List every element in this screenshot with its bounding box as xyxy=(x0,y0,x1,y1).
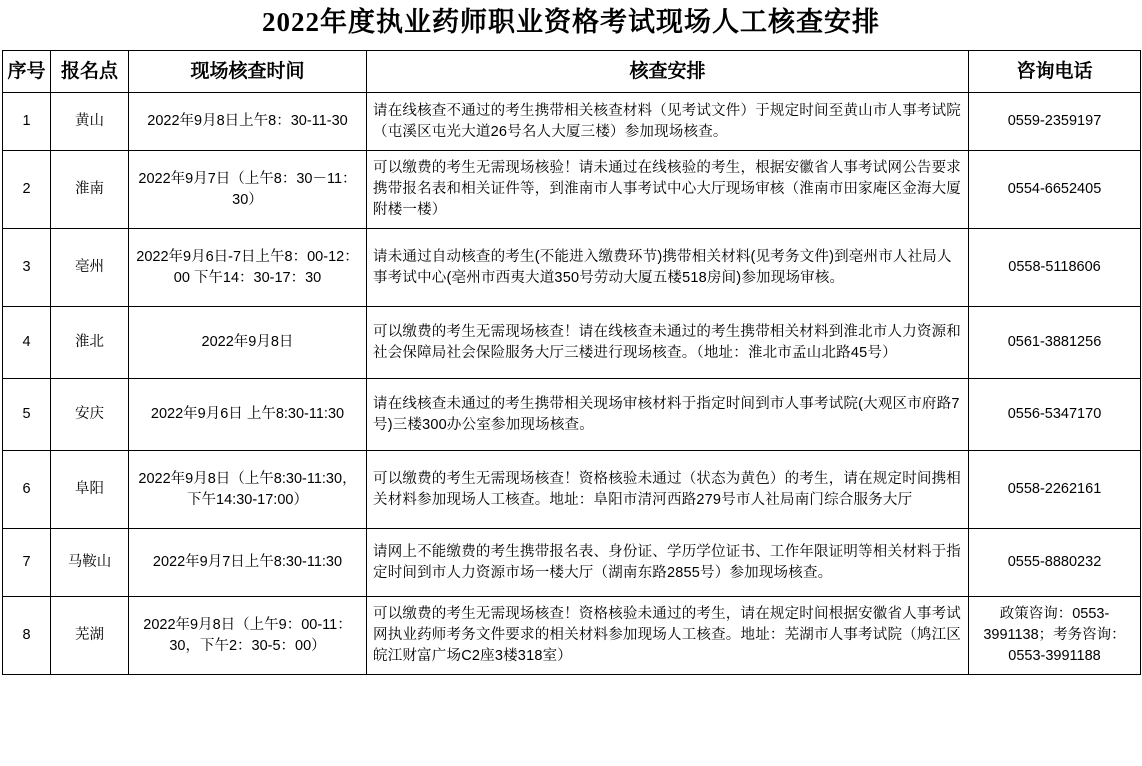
table-row xyxy=(3,151,1141,229)
cell-index: 8 xyxy=(3,597,51,675)
cell-site: 芜湖 xyxy=(51,597,129,675)
table-row xyxy=(3,307,1141,379)
cell-site: 黄山 xyxy=(51,93,129,151)
cell-arrangement: 请在线核查不通过的考生携带相关核查材料（见考试文件）于规定时间至黄山市人事考试院（屯溪区屯光大道26号名人大厦三楼）参加现场核查。 xyxy=(367,93,969,151)
table-row xyxy=(3,597,1141,675)
cell-tel: 0556-5347170 xyxy=(969,379,1141,451)
cell-time: 2022年9月8日上午8：30-11-30 xyxy=(129,93,367,151)
column-header-arrangement: 核查安排 xyxy=(367,50,969,93)
column-header-index: 序号 xyxy=(3,50,51,93)
cell-time: 2022年9月7日上午8:30-11:30 xyxy=(129,529,367,597)
cell-index: 2 xyxy=(3,151,51,229)
table-row xyxy=(3,529,1141,597)
cell-arrangement: 请在线核查未通过的考生携带相关现场审核材料于指定时间到市人事考试院(大观区市府路7号)三楼300办公室参加现场核查。 xyxy=(367,379,969,451)
column-header-time: 现场核查时间 xyxy=(129,50,367,93)
cell-site: 淮南 xyxy=(51,151,129,229)
cell-tel: 0558-5118606 xyxy=(969,229,1141,307)
cell-index: 5 xyxy=(3,379,51,451)
cell-time: 2022年9月6日-7日上午8：00-12：00 下午14：30-17：30 xyxy=(129,229,367,307)
column-header-site: 报名点 xyxy=(51,50,129,93)
cell-time: 2022年9月7日（上午8：30－11：30） xyxy=(129,151,367,229)
table-row xyxy=(3,229,1141,307)
column-header-tel: 咨询电话 xyxy=(969,50,1141,93)
table-header-row xyxy=(3,50,1141,93)
cell-site: 淮北 xyxy=(51,307,129,379)
table-row xyxy=(3,93,1141,151)
verification-schedule-table xyxy=(2,50,1141,676)
cell-time: 2022年9月8日（上午8:30-11:30，下午14:30-17:00） xyxy=(129,451,367,529)
cell-tel: 0558-2262161 xyxy=(969,451,1141,529)
cell-index: 1 xyxy=(3,93,51,151)
cell-arrangement: 可以缴费的考生无需现场核查！资格核验未通过的考生，请在规定时间根据安徽省人事考试网执业药师考务文件要求的相关材料参加现场人工核查。地址：芜湖市人事考试院（鸠江区皖江财富广场C2座3楼318室） xyxy=(367,597,969,675)
cell-arrangement: 可以缴费的考生无需现场核查！请在线核查未通过的考生携带相关材料到淮北市人力资源和社会保障局社会保险服务大厅三楼进行现场核查。（地址：淮北市孟山北路45号） xyxy=(367,307,969,379)
table-row xyxy=(3,379,1141,451)
cell-site: 亳州 xyxy=(51,229,129,307)
cell-arrangement: 可以缴费的考生无需现场核验！请未通过在线核验的考生，根据安徽省人事考试网公告要求携带报名表和相关证件等，到淮南市人事考试中心大厅现场审核（淮南市田家庵区金海大厦附楼一楼） xyxy=(367,151,969,229)
cell-arrangement: 可以缴费的考生无需现场核查！资格核验未通过（状态为黄色）的考生，请在规定时间携相关材料参加现场人工核查。地址：阜阳市清河西路279号市人社局南门综合服务大厅 xyxy=(367,451,969,529)
cell-tel: 0561-3881256 xyxy=(969,307,1141,379)
cell-site: 安庆 xyxy=(51,379,129,451)
cell-tel: 政策咨询：0553-3991138；考务咨询：0553-3991188 xyxy=(969,597,1141,675)
cell-tel: 0555-8880232 xyxy=(969,529,1141,597)
cell-tel: 0559-2359197 xyxy=(969,93,1141,151)
cell-index: 6 xyxy=(3,451,51,529)
cell-time: 2022年9月8日 xyxy=(129,307,367,379)
page-title: 2022年度执业药师职业资格考试现场人工核查安排 xyxy=(262,7,880,37)
cell-site: 阜阳 xyxy=(51,451,129,529)
cell-time: 2022年9月8日（上午9：00-11：30，下午2：30-5：00） xyxy=(129,597,367,675)
cell-tel: 0554-6652405 xyxy=(969,151,1141,229)
cell-arrangement: 请网上不能缴费的考生携带报名表、身份证、学历学位证书、工作年限证明等相关材料于指定时间到市人力资源市场一楼大厅（湖南东路2855号）参加现场核查。 xyxy=(367,529,969,597)
cell-site: 马鞍山 xyxy=(51,529,129,597)
cell-arrangement: 请未通过自动核查的考生(不能进入缴费环节)携带相关材料(见考务文件)到亳州市人社局人事考试中心(亳州市西夷大道350号劳动大厦五楼518房间)参加现场审核。 xyxy=(367,229,969,307)
cell-index: 3 xyxy=(3,229,51,307)
cell-time: 2022年9月6日 上午8:30-11:30 xyxy=(129,379,367,451)
table-row xyxy=(3,451,1141,529)
cell-index: 4 xyxy=(3,307,51,379)
cell-index: 7 xyxy=(3,529,51,597)
